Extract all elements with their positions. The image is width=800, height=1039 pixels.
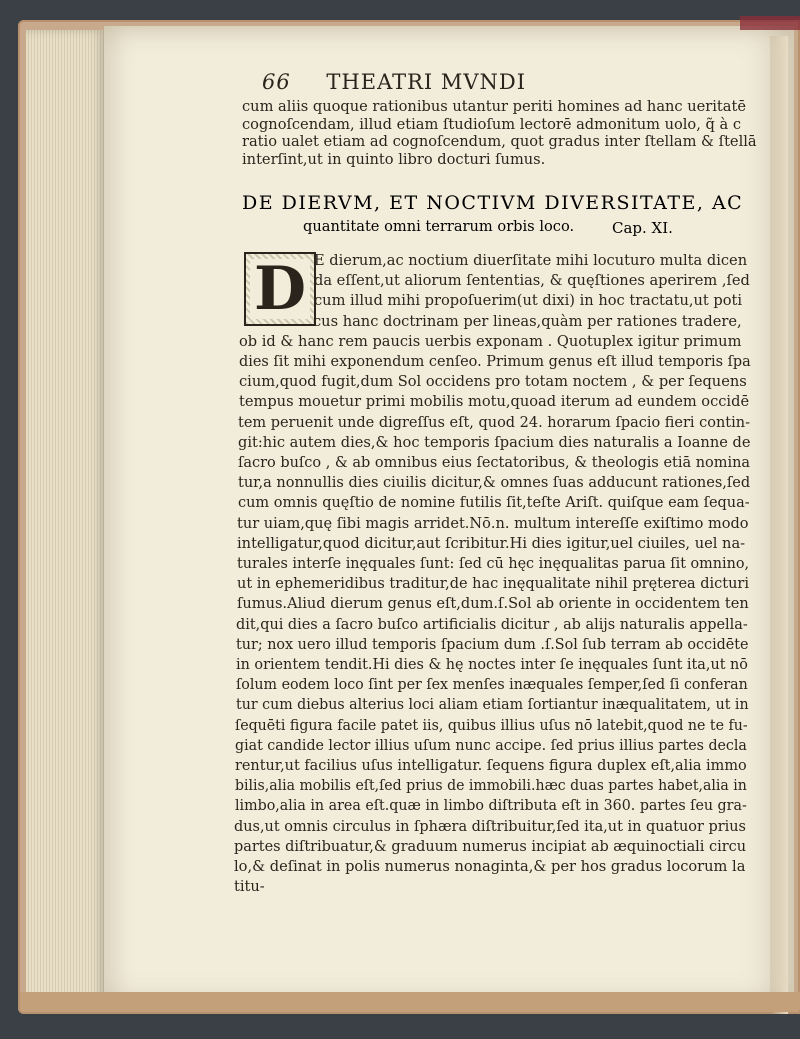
body-line: da eſſent,ut aliorum ſententias, & quęſtiones aperirem ,ſed <box>314 272 750 290</box>
running-header <box>262 70 526 94</box>
body-line: dit,qui dies a ſacro buſco artificialis dicitur , ab alijs naturalis appella- <box>236 615 748 633</box>
decorated-initial <box>244 252 316 326</box>
body-line: cus hanc doctrinam per lineas,quàm per rationes tradere, <box>313 312 742 330</box>
body-line: tempus mouetur primi mobilis motu,quoad iterum ad eundem occidē <box>239 393 750 411</box>
body-line: dus,ut omnis circulus in ſphæra diſtribuitur,ſed ita,ut in quatuor prius <box>234 817 746 835</box>
page-gutter <box>770 36 788 1014</box>
initial-letter: D <box>250 259 310 319</box>
intro-line: interſint,ut in quinto libro docturi ſumus. <box>242 150 546 168</box>
body-line: tur cum diebus alterius loci aliam etiam ſortiantur inæqualitatem, ut in <box>236 696 749 714</box>
body-line: ob id & hanc rem paucis uerbis exponam . Quotuplex igitur primum <box>239 332 742 350</box>
body-line: ut in ephemeridibus traditur,de hac inęqualitate nihil pręterea dicturi <box>237 575 749 593</box>
body-line: partes diſtribuatur,& graduum numerus incipiat ab æquinoctiali circu <box>234 837 747 855</box>
body-line: ſumus.Aliud dierum genus eſt,dum.ſ.Sol ab oriente in occidentem ten <box>237 595 749 613</box>
book-bottom-edge <box>20 992 800 1012</box>
body-line: limbo,alia in area eſt.quæ in limbo diſtributa eſt in 360. partes ſeu gra- <box>235 797 747 815</box>
page-edges <box>26 30 106 1010</box>
body-line: E dierum,ac noctium diuerſitate mihi locuturo multa dicen <box>314 252 748 269</box>
headband <box>740 16 800 30</box>
body-line: lo,& deſinat in polis numerus nonaginta,& per hos gradus locorum la <box>234 858 746 875</box>
body-line: turales interſe inęquales ſunt: ſed cū hęc inęqualitas parua ſit omnino, <box>237 555 750 572</box>
body-line: cium,quod fugit,dum Sol occidens pro totam noctem , & per ſequens <box>239 373 747 391</box>
intro-line: ratio ualet etiam ad cognoſcendum, quot gradus inter ſtellam & ſtellā <box>242 133 757 150</box>
chapter-subheading: quantitate omni terrarum orbis loco. <box>303 218 575 235</box>
chapter-heading: DE DIERVM, ET NOCTIVM DIVERSITATE, AC <box>242 192 744 214</box>
body-line: titu- <box>234 878 265 896</box>
body-line: tur,a nonnullis dies ciuilis dicitur,& omnes ſuas adducunt rationes,ſed <box>238 474 751 492</box>
body-line: ſequēti figura facile patet iis, quibus illius uſus nō latebit,quod ne te fu- <box>235 716 748 734</box>
body-line: tur uiam,quę ſibi magis arridet.Nō.n. multum intereſſe exiſtimo modo <box>237 514 749 532</box>
body-line: bilis,alia mobilis eſt,ſed prius de immobili.hæc duas partes habet,alia in <box>235 777 747 795</box>
body-line: git:hic autem dies,& hoc temporis ſpacium dies naturalis a Ioanne de <box>238 433 751 451</box>
body-line: tem peruenit unde digreſſus eſt, quod 24. horarum ſpacio fieri contin- <box>238 413 750 431</box>
running-title: THEATRI MVNDI <box>326 70 527 94</box>
body-line: intelligatur,quod dicitur,aut ſcribitur.Hi dies igitur,uel ciuiles, uel na- <box>237 534 746 552</box>
body-line: tur; nox uero illud temporis ſpacium dum .ſ.Sol ſub terram ab occidēte <box>236 635 749 653</box>
body-line: ſolum eodem loco ſint per ſex menſes inæquales ſemper,ſed ſi conferan <box>236 676 748 694</box>
intro-line: cum aliis quoque rationibus utantur periti homines ad hanc ueritatē <box>242 98 746 115</box>
body-line: rentur,ut facilius uſus intelligatur. ſequens figura duplex eſt,alia immo <box>235 757 747 774</box>
body-line: giat candide lector illius uſum nunc accipe. ſed prius illius partes decla <box>235 736 747 754</box>
body-line: cum illud mihi propoſuerim(ut dixi) in hoc tractatu,ut poti <box>314 292 743 310</box>
body-line: in orientem tendit.Hi dies & hę noctes inter ſe inęquales ſunt ita,ut nō <box>236 656 748 673</box>
body-line: ſacro buſco , & ab omnibus eius ſectatoribus, & theologis etiā nomina <box>238 454 751 471</box>
body-line: dies ſit mihi exponendum cenſeo. Primum genus eſt illud temporis ſpa <box>239 353 751 370</box>
intro-line: cognoſcendam, illud etiam ſtudioſum lectorē admonitum uolo, q̃ à c <box>242 115 741 133</box>
chapter-label: Cap. XI. <box>612 219 673 237</box>
body-line: cum omnis quęſtio de nomine futilis ſit,teſte Ariſt. quiſque eam ſequa- <box>238 494 750 512</box>
page-number: 66 <box>262 70 291 94</box>
